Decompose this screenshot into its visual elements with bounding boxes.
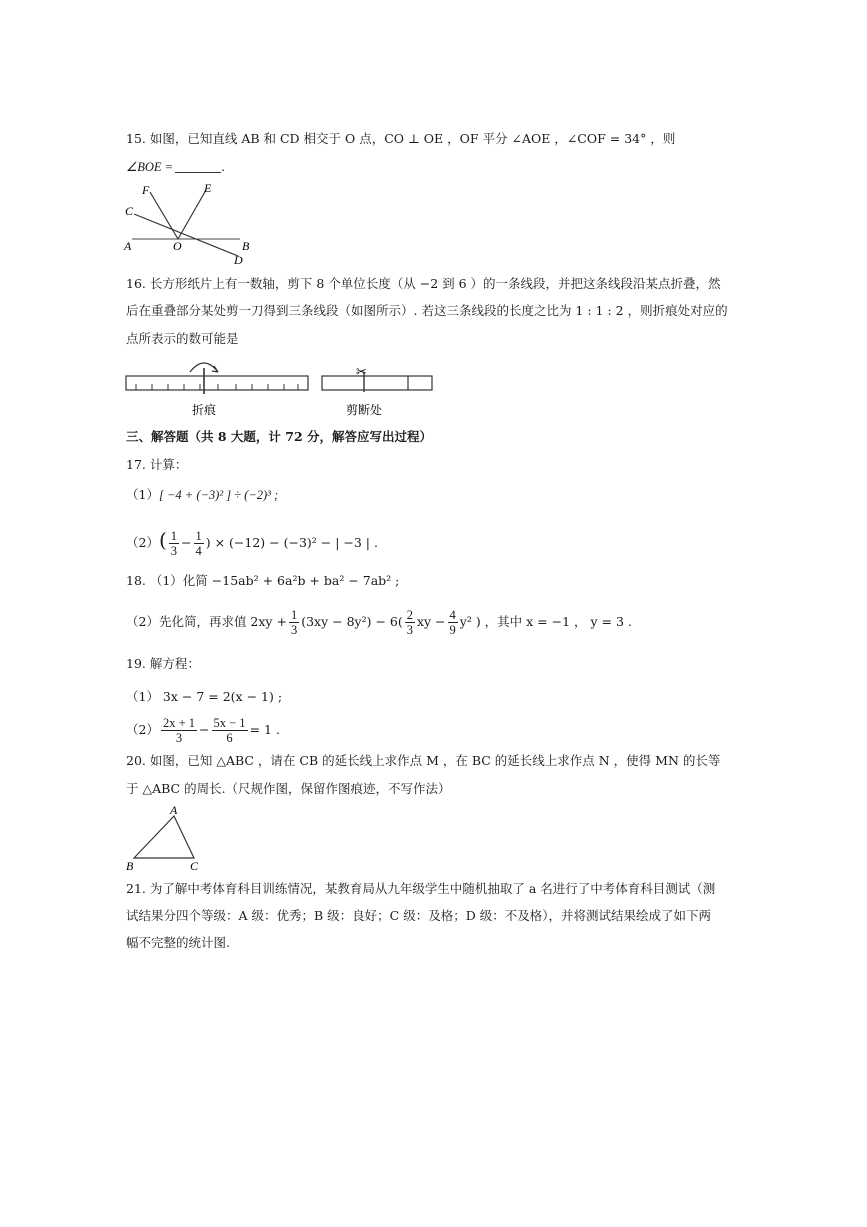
label-c: C: [125, 204, 134, 218]
label-b: B: [242, 239, 250, 253]
line-cd: [134, 214, 238, 256]
label-f: F: [142, 183, 150, 197]
q15-line2: [126, 158, 225, 176]
q16-line1: 16. 长方形纸片上有一数轴，剪下 8 个单位长度（从 −2 到 6 ）的一条线段，并把这条线段沿某点折叠，然: [126, 276, 721, 291]
q19-title: 19. 解方程：: [126, 656, 200, 671]
q15-figure: [120, 181, 260, 267]
q16-figure: [122, 358, 442, 418]
cut-label: 剪断处: [346, 403, 383, 417]
q18-part1: 18. （1）化简 −15ab² + 6a²b + ba² − 7ab² ;: [126, 573, 400, 588]
label-d: D: [234, 253, 243, 267]
scissors-icon: ✂: [356, 364, 367, 379]
fold-label: 折痕: [192, 403, 217, 417]
q21-line3: 幅不完整的统计图.: [126, 935, 230, 950]
q20-line2: 于 △ABC 的周长.（尺规作图，保留作图痕迹，不写作法）: [126, 781, 451, 796]
q15-end: .: [221, 159, 226, 174]
label-o: O: [173, 239, 182, 253]
section-3-title: 三、解答题（共 8 大题，计 72 分，解答应写出过程）: [126, 429, 433, 444]
q18-part2: （2）先化简，再求值 2xy + $\frac{1}{3}$ (3xy − 8y²) − 6( $\frac{2}{3}$ xy − $\frac{4}{9}$ y² ) ，其中 x = −1 ， y = 3 .: [126, 608, 632, 637]
q20-line1: 20. 如图，已知 △ABC ，请在 CB 的延长线上求作点 M ，在 BC 的延长线上求作点 N ，使得 MN 的长等: [126, 753, 721, 768]
q19-part1: （1） 3x − 7 = 2(x − 1) ;: [126, 689, 283, 704]
label-a: A: [124, 239, 132, 253]
folded-strip: [322, 376, 432, 390]
label-c: C: [190, 859, 199, 873]
q21-line1: 21. 为了解中考体育科目训练情况，某教育局从九年级学生中随机抽取了 a 名进行了中考体育科目测试（测: [126, 881, 716, 896]
q15-text: 15. 如图，已知直线 AB 和 CD 相交于 O 点，CO ⊥ OE ，OF 平分 ∠AOE ，∠COF = 34° ，则: [126, 131, 676, 146]
q16-line2: 后在重叠部分某处剪一刀得到三条线段（如图所示）. 若这三条线段的长度之比为 1 : 1 : 2 ，则折痕处对应的: [126, 303, 728, 318]
paper-strip: [126, 376, 308, 390]
label-b: B: [126, 859, 134, 873]
q15-answer-blank[interactable]: [175, 159, 221, 173]
label-a: A: [170, 803, 178, 817]
q17-part2: （2）( $\frac{1}{3}$ − $\frac{1}{4}$ ) × (−12) − (−3)² − | −3 | .: [126, 528, 378, 558]
q21-line2: 试结果分四个等级：A 级：优秀；B 级：良好；C 级：及格；D 级：不及格），并将测试结果绘成了如下两: [126, 908, 711, 923]
q17-title: 17. 计算：: [126, 457, 188, 472]
q15-angle-label: ∠BOE =: [126, 160, 174, 174]
q16-line3: 点所表示的数可能是: [126, 331, 239, 346]
ray-of: [150, 192, 178, 239]
label-e: E: [204, 181, 212, 195]
triangle-abc: [134, 816, 194, 858]
q20-triangle-figure: [124, 804, 214, 874]
tick-marks: [136, 384, 298, 390]
q17-part1: （1）[ −4 + (−3)² ] ÷ (−2)³ ;: [126, 487, 279, 502]
q19-part2: （2） $\frac{2x + 1}{3}$ − $\frac{5x - 1}{6}$ = 1 .: [126, 716, 280, 745]
ray-oe: [178, 190, 206, 239]
